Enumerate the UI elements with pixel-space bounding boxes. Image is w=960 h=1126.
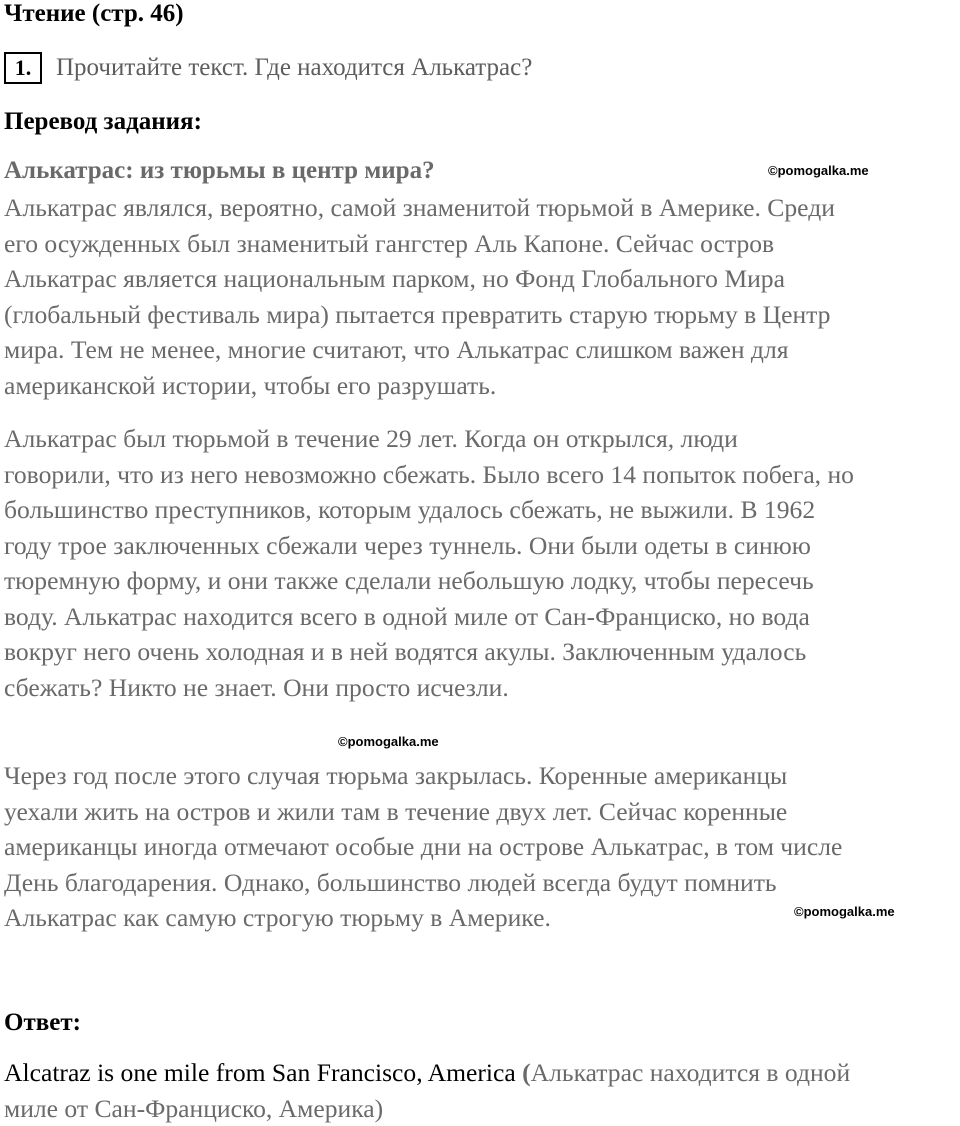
task-number-box: 1.	[4, 52, 42, 84]
translation-paragraph-3: Через год после этого случая тюрьма закрылась. Коренные американцы уехали жить на остров и жили там в течение двух лет. Сейчас коренные американцы иногда отмечают особые дни на острове Алькатрас, в том числе День благодарения. Однако, большинство людей всегда будут помнить Алькатрас как самую строгую тюрьму в Америке.	[4, 761, 843, 932]
answer-russian: Алькатрас находится в одной миле от Сан-Франциско, Америка)	[4, 1058, 851, 1123]
answer-open-paren: (	[522, 1058, 531, 1087]
task-row	[4, 52, 532, 86]
answer-text	[4, 1055, 958, 1126]
answer-heading: Ответ:	[4, 1009, 81, 1036]
watermark: ©pomogalka.me	[338, 734, 439, 749]
watermark: ©pomogalka.me	[768, 163, 869, 178]
article-title: Алькатрас: из тюрьмы в центр мира?	[4, 157, 435, 184]
watermark: ©pomogalka.me	[794, 904, 895, 919]
translation-paragraph-1: Алькатрас являлся, вероятно, самой знаменитой тюрьмой в Америке. Среди его осужденных был знаменитый гангстер Аль Капоне. Сейчас остров Алькатрас является национальным парком, но Фонд Глобального Мира (глобальный фестиваль мира) пытается превратить старую тюрьму в Центр мира. Тем не менее, многие считают, что Алькатрас слишком важен для американской истории, чтобы его разрушать.	[4, 193, 835, 400]
translation-heading: Перевод задания:	[4, 108, 202, 135]
translation-paragraph-2: Алькатрас был тюрьмой в течение 29 лет. Когда он открылся, люди говорили, что из него невозможно сбежать. Было всего 14 попыток побега, но большинство преступников, которым удалось сбежать, не выжили. В 1962 году трое заключенных сбежали через туннель. Они были одеты в синюю тюремную форму, и они также сделали небольшую лодку, чтобы пересечь воду. Алькатрас находится всего в одной миле от Сан-Франциско, но вода вокруг него очень холодная и в ней водятся акулы. Заключенным удалось сбежать? Никто не знает. Они просто исчезли.	[4, 424, 854, 702]
page-title: Чтение (стр. 46)	[4, 0, 184, 27]
answer-english: Alcatraz is one mile from San Francisco, America	[4, 1058, 523, 1087]
task-instruction: Прочитайте текст. Где находится Алькатрас?	[56, 54, 533, 81]
